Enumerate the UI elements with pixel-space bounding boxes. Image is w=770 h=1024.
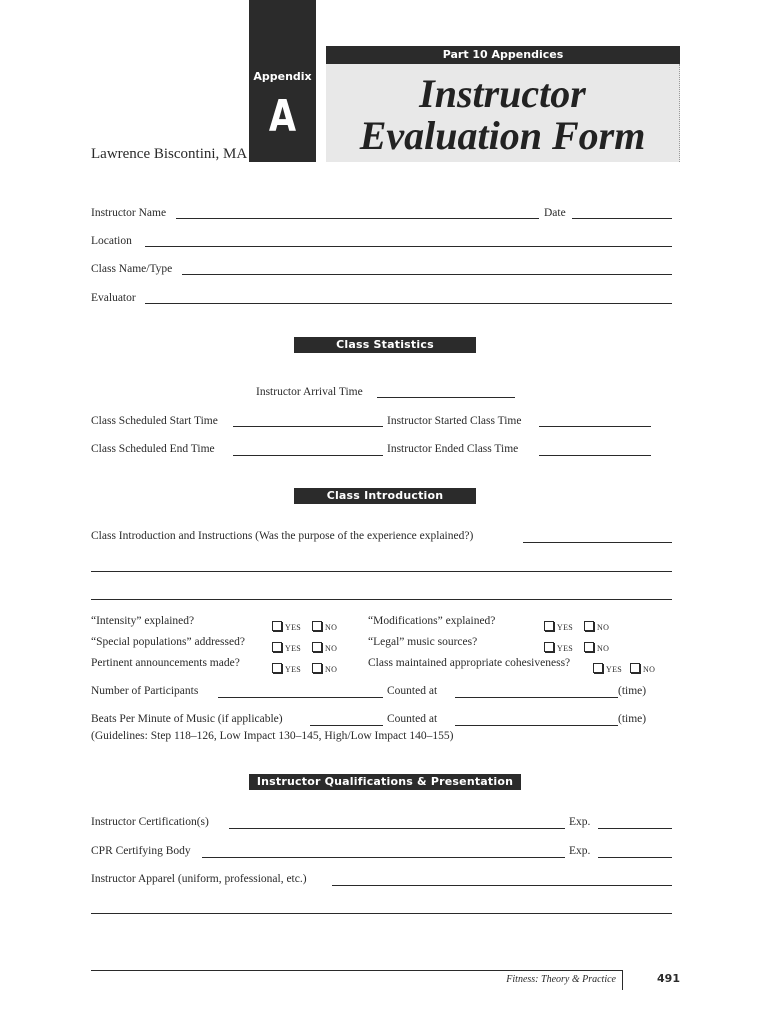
legal-music-label: “Legal” music sources? <box>368 636 478 648</box>
cohesiveness-label: Class maintained appropriate cohesiveness? <box>368 657 571 669</box>
certifications-line[interactable] <box>229 828 565 829</box>
participants-line[interactable] <box>218 697 383 698</box>
no-label: NO <box>643 665 656 674</box>
cohesiveness-no-checkbox[interactable] <box>630 663 640 673</box>
modifications-no-checkbox[interactable] <box>584 621 594 631</box>
class-introduction-heading: Class Introduction <box>294 488 476 504</box>
cpr-exp-line[interactable] <box>598 857 672 858</box>
cohesiveness-yes-checkbox[interactable] <box>593 663 603 673</box>
cpr-exp-label: Exp. <box>569 845 591 857</box>
special-populations-options <box>272 638 344 656</box>
modifications-options <box>544 617 616 635</box>
intensity-yes-checkbox[interactable] <box>272 621 282 631</box>
yes-label: YES <box>285 623 302 632</box>
legal-music-yes-checkbox[interactable] <box>544 642 554 652</box>
appendix-label: Appendix <box>253 70 312 83</box>
no-label: NO <box>325 665 338 674</box>
title-box <box>326 64 680 162</box>
page-title-line2: Evaluation Form <box>359 113 646 158</box>
ended-class-line[interactable] <box>539 455 651 456</box>
modifications-yes-checkbox[interactable] <box>544 621 554 631</box>
page-title-line1: Instructor <box>419 71 586 116</box>
apparel-line[interactable] <box>332 885 672 886</box>
qualifications-heading: Instructor Qualifications & Presentation <box>249 774 521 790</box>
legal-music-no-checkbox[interactable] <box>584 642 594 652</box>
intensity-label: “Intensity” explained? <box>91 615 195 627</box>
yes-label: YES <box>606 665 623 674</box>
special-populations-yes-checkbox[interactable] <box>272 642 282 652</box>
participants-counted-at-label: Counted at <box>387 685 438 697</box>
bpm-line[interactable] <box>310 725 383 726</box>
bpm-label: Beats Per Minute of Music (if applicable) <box>91 713 283 725</box>
bpm-counted-at-line[interactable] <box>455 725 618 726</box>
footer-book-title: Fitness: Theory & Practice <box>506 974 616 985</box>
no-label: NO <box>325 644 338 653</box>
participants-label: Number of Participants <box>91 685 199 697</box>
class-statistics-heading: Class Statistics <box>294 337 476 353</box>
footer-rule <box>91 970 623 971</box>
yes-label: YES <box>557 644 574 653</box>
participants-counted-at-line[interactable] <box>455 697 618 698</box>
announcements-options <box>272 659 344 677</box>
announcements-yes-checkbox[interactable] <box>272 663 282 673</box>
footer-divider <box>622 970 623 990</box>
certifications-label: Instructor Certification(s) <box>91 816 209 828</box>
started-class-label: Instructor Started Class Time <box>387 415 522 427</box>
scheduled-end-line[interactable] <box>233 455 383 456</box>
scheduled-end-label: Class Scheduled End Time <box>91 443 215 455</box>
no-label: NO <box>597 623 610 632</box>
intro-answer-line-1[interactable] <box>523 542 672 543</box>
modifications-label: “Modifications” explained? <box>368 615 496 627</box>
intensity-no-checkbox[interactable] <box>312 621 322 631</box>
page-number: 491 <box>657 972 680 985</box>
special-populations-no-checkbox[interactable] <box>312 642 322 652</box>
cpr-label: CPR Certifying Body <box>91 845 191 857</box>
no-label: NO <box>597 644 610 653</box>
no-label: NO <box>325 623 338 632</box>
intro-question-label: Class Introduction and Instructions (Was the purpose of the experience explained?) <box>91 530 474 542</box>
bpm-counted-at-label: Counted at <box>387 713 438 725</box>
announcements-no-checkbox[interactable] <box>312 663 322 673</box>
date-label: Date <box>544 207 566 219</box>
appendix-letter: A <box>268 91 297 142</box>
arrival-time-line[interactable] <box>377 397 515 398</box>
announcements-label: Pertinent announcements made? <box>91 657 240 669</box>
cpr-line[interactable] <box>202 857 565 858</box>
instructor-name-line[interactable] <box>176 218 539 219</box>
yes-label: YES <box>285 644 302 653</box>
evaluator-label: Evaluator <box>91 292 136 304</box>
bpm-time-label: (time) <box>618 713 647 725</box>
legal-music-options <box>544 638 616 656</box>
author-name: Lawrence Biscontini, MA <box>91 146 248 162</box>
appendix-tab <box>249 0 316 162</box>
location-line[interactable] <box>145 246 672 247</box>
participants-time-label: (time) <box>618 685 647 697</box>
class-name-label: Class Name/Type <box>91 263 173 275</box>
cohesiveness-options <box>593 659 655 677</box>
date-line[interactable] <box>572 218 672 219</box>
intro-answer-line-3[interactable] <box>91 599 672 600</box>
apparel-line-2[interactable] <box>91 913 672 914</box>
bpm-guidelines: (Guidelines: Step 118–126, Low Impact 130–145, High/Low Impact 140–155) <box>91 730 454 742</box>
scheduled-start-line[interactable] <box>233 426 383 427</box>
certifications-exp-line[interactable] <box>598 828 672 829</box>
intensity-options <box>272 617 344 635</box>
certifications-exp-label: Exp. <box>569 816 591 828</box>
yes-label: YES <box>285 665 302 674</box>
scheduled-start-label: Class Scheduled Start Time <box>91 415 218 427</box>
ended-class-label: Instructor Ended Class Time <box>387 443 519 455</box>
part-banner: Part 10 Appendices <box>326 46 680 64</box>
location-label: Location <box>91 235 132 247</box>
yes-label: YES <box>557 623 574 632</box>
instructor-name-label: Instructor Name <box>91 207 167 219</box>
apparel-label: Instructor Apparel (uniform, professional, etc.) <box>91 873 307 885</box>
class-name-line[interactable] <box>182 274 672 275</box>
arrival-time-label: Instructor Arrival Time <box>256 386 363 398</box>
evaluator-line[interactable] <box>145 303 672 304</box>
special-populations-label: “Special populations” addressed? <box>91 636 245 648</box>
started-class-line[interactable] <box>539 426 651 427</box>
intro-answer-line-2[interactable] <box>91 571 672 572</box>
